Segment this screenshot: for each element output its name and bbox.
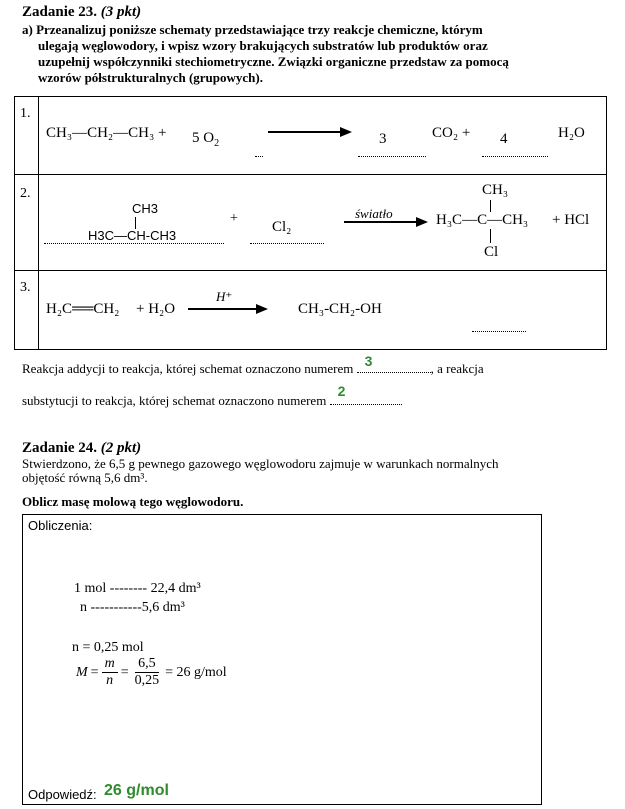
m-over-n: $\frac{m}{n}$ [102,656,118,689]
r1-oxygen: 5 $O_2$ [192,130,220,149]
task23-header [22,4,141,21]
task24-points: (2 pkt) [100,440,142,456]
answer-substitution: substytucji to reakcja, której schemat oznaczono numerem 2 [22,392,402,409]
row-number-3: 3. [20,280,31,295]
r3-ethanol: CH₃-CH₂-OH [298,301,382,317]
numeric-fraction: $\frac{6,5}{0,25}$ [134,656,160,688]
task23-title: Zadanie 23. [22,4,98,20]
r2-cl2: Cl₂ [272,219,292,235]
task24-statement-2: objętość równą 5,6 dm³. [22,470,148,485]
task24-statement-1: Stwierdzono, że 6,5 g pewnego gazowego węglowodoru zajmuje w warunkach normalnych [22,456,499,471]
r1-h2o-dots [482,156,548,157]
answer-addition-value[interactable]: 3 [364,353,373,369]
table-divider [38,96,39,350]
answer-addition: Reakcja addycji to reakcja, której schemat oznaczono numerem 3 , a reakcja [22,353,484,376]
task24-header [22,440,141,457]
r2-light: światło [355,206,393,221]
r1-propane: CH₃—CH₂—CH₃ + [46,125,167,141]
r1-h2o: H₂O [558,125,585,141]
r1-arrow [268,126,352,138]
r1-h2o-coef: 4 [500,131,508,147]
r2-plus: + [230,211,238,226]
task23-instruction-2: ulegają węglowodory, i wpisz wzory brakujących substratów lub produktów oraz [38,38,488,53]
answer-value[interactable]: 26 g/mol [104,782,169,799]
row-separator-1 [14,174,607,175]
molar-mass-formula: M = $\frac{m}{n}$ = $\frac{6,5}{0,25}$ = 26 g/mol [76,656,227,688]
task23-points: (3 pkt) [100,4,142,20]
r3-dots [472,331,526,332]
r1-co2-dots [358,156,426,157]
r2-substrate-dots [44,243,224,244]
answer-substitution-value[interactable]: 2 [337,383,346,399]
r1-co2-coef: 3 [379,131,387,147]
r3-water: + H₂O [136,301,176,317]
r2-product-top: CH₃ [482,182,509,198]
calc-line-3: n = 0,25 mol [72,640,144,655]
r1-co2: CO₂ + [432,125,471,141]
calc-label: Obliczenia: [28,518,93,533]
task23-instruction-4: wzorów półstrukturalnych (grupowych). [38,70,263,85]
r3-catalyst: H⁺ [216,289,233,304]
row-separator-2 [14,270,607,271]
r2-ch3-top: CH3 [132,201,159,216]
r2-isobutane: H3C—CH-CH3 [88,228,177,243]
r2-product-bottom: Cl [484,244,499,260]
r1-oxygen-dots [255,156,263,157]
task24-command: Oblicz masę molową tego węglowodoru. [22,494,244,509]
r2-product-bond-bottom [490,229,491,243]
r3-ethene: H₂C══CH₂ [46,301,120,317]
r2-product-main: H₃C—C—CH₃ [436,212,529,228]
task23-instruction-3: uzupełnij współczynniki stechiometryczne. Związki organiczne przedstaw za pomocą [38,54,509,69]
task24-title: Zadanie 24. [22,440,98,456]
r2-cl2-dots [250,243,324,244]
calc-line-2: n -----------5,6 dm³ [80,600,185,615]
molar-mass-result: = 26 g/mol [165,664,227,680]
answer-label: Odpowiedź: [28,787,97,802]
r2-product-bond-top [490,200,491,212]
r2-arrow [344,216,428,228]
row-number-1: 1. [20,106,31,121]
r2-hcl: + HCl [552,212,590,228]
row-number-2: 2. [20,186,31,201]
M-symbol: M [76,664,88,680]
task23-instruction-1: a) Przeanalizuj poniższe schematy przedstawiające trzy reakcje chemiczne, którym [22,22,483,37]
calc-line-1: 1 mol -------- 22,4 dm³ [74,581,201,596]
r3-arrow [188,303,268,315]
